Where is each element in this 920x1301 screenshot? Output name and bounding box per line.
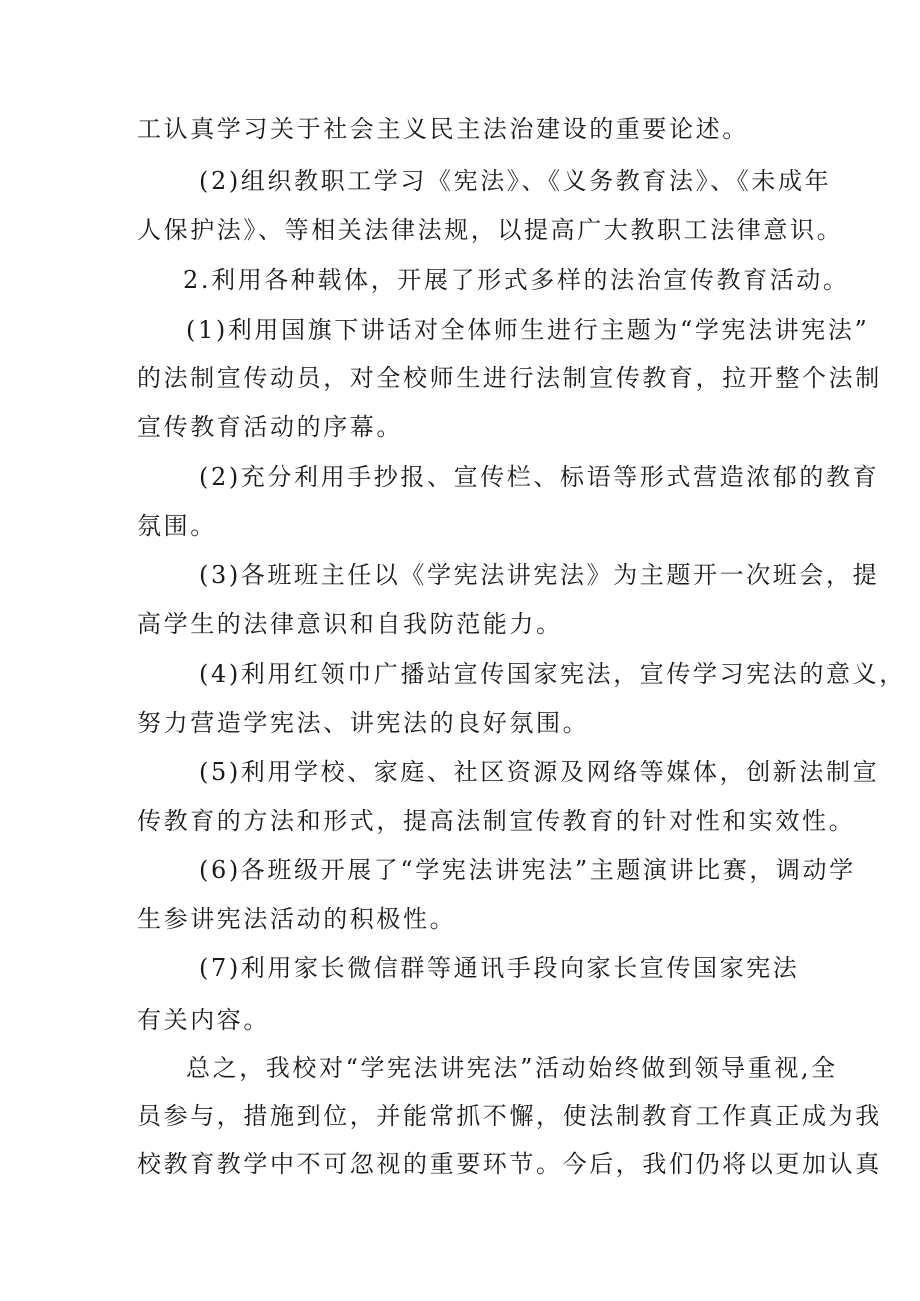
text-line: 员参与，措施到位，并能常抓不懈，使法制教育工作真正成为我 [137, 1102, 882, 1130]
text-line: (2)充分利用手抄报、宣传栏、标语等形式营造浓郁的教育 [199, 463, 880, 491]
text-line: 有关内容。 [137, 1006, 270, 1034]
text-line: 宣传教育活动的序幕。 [137, 413, 403, 441]
text-line: 校教育教学中不可忽视的重要环节。今后，我们仍将以更加认真 [137, 1150, 882, 1178]
text-line: (2)组织教职工学习《宪法》、《义务教育法》、《未成年 [199, 167, 832, 195]
text-line: (7)利用家长微信群等通讯手段向家长宣传国家宪法 [199, 954, 800, 982]
text-line: 高学生的法律意识和自我防范能力。 [137, 610, 563, 638]
text-line: (6)各班级开展了“学宪法讲宪法”主题演讲比赛，调动学 [199, 856, 856, 884]
text-line: 生参讲宪法活动的积极性。 [137, 905, 457, 933]
text-line: 努力营造学宪法、讲宪法的良好氛围。 [137, 709, 590, 737]
text-line: 氛围。 [137, 512, 217, 540]
text-line: 传教育的方法和形式，提高法制宣传教育的针对性和实效性。 [137, 807, 856, 835]
text-line: 总之，我校对“学宪法讲宪法”活动始终做到领导重视,全 [186, 1054, 838, 1082]
text-line: (1)利用国旗下讲话对全体师生进行主题为“学宪法讲宪法” [186, 316, 870, 344]
text-line: (5)利用学校、家庭、社区资源及网络等媒体，创新法制宣 [199, 758, 880, 786]
text-line: 人保护法》、等相关法律法规，以提高广大教职工法律意识。 [137, 216, 844, 244]
text-line: (3)各班班主任以《学宪法讲宪法》为主题开一次班会，提 [199, 561, 880, 589]
text-line: 工认真学习关于社会主义民主法治建设的重要论述。 [137, 115, 749, 143]
text-line: (4)利用红领巾广播站宣传国家宪法，宣传学习宪法的意义， [199, 660, 906, 688]
text-line: 的法制宣传动员，对全校师生进行法制宣传教育，拉开整个法制 [137, 364, 882, 392]
text-line: 2.利用各种载体，开展了形式多样的法治宣传教育活动。 [183, 266, 850, 294]
